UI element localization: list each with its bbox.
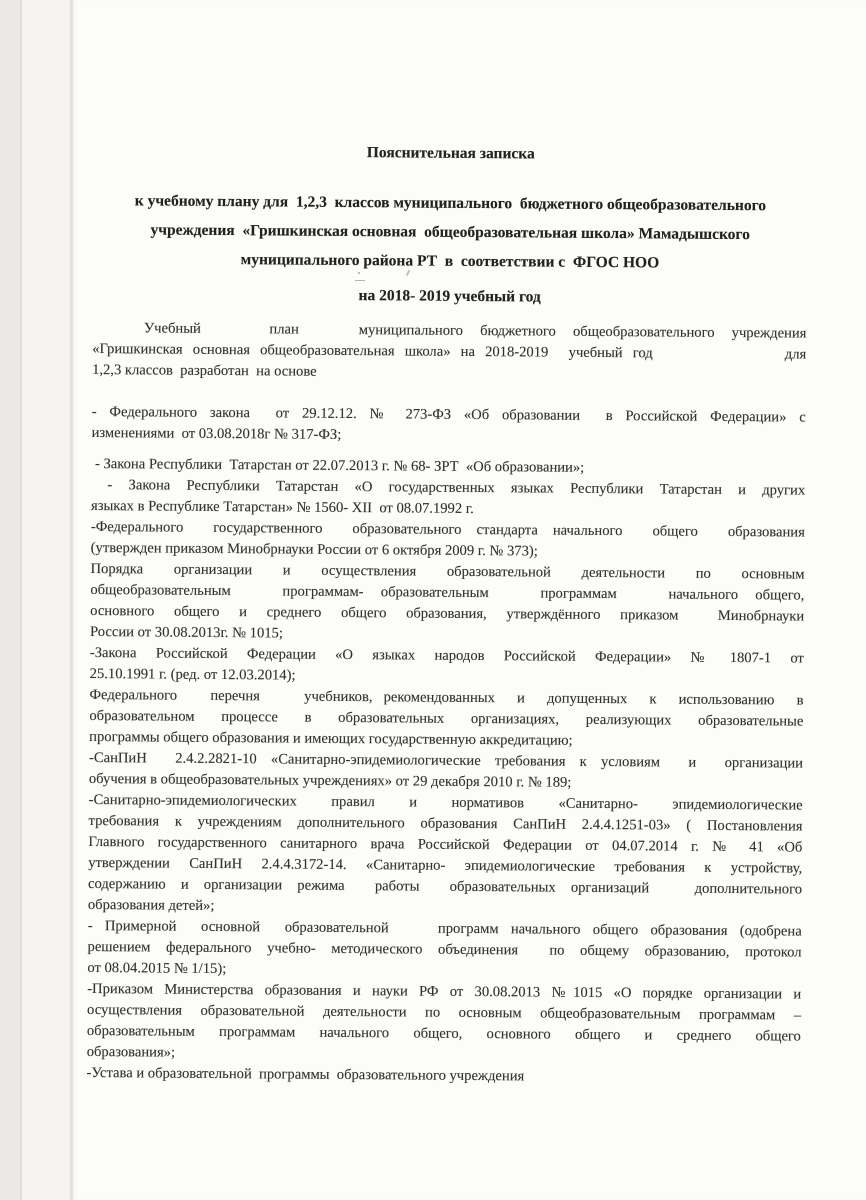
text-line: (утвержден приказом Минобрнауки России от 6 октября 2009 г. № 373); [90, 539, 538, 560]
page-title: Пояснительная записка [366, 144, 535, 163]
text-line: требования к учреждениям дополнительного образования СанПиН 2.4.4.1251-03» ( Постановления [88, 812, 803, 835]
year-line: на 2018- 2019 учебный год [358, 287, 541, 306]
text-line: -Приказом Министерства образования и науки РФ от 30.08.2013 №1015 «О порядке организации и [87, 980, 802, 1003]
text-line: России от 30.08.2013г. № 1015; [89, 623, 283, 642]
paragraph [87, 979, 802, 1069]
paragraph [89, 748, 803, 796]
subtitle-line: муниципального района РТ в соответствии с ФГОС НОО [240, 251, 660, 272]
text-line: от 08.04.2015 № 1/15); [87, 959, 227, 978]
text-line: -Санитарно-эпидемиологических правил и нормативов «Санитарно- эпидемиологические [88, 791, 803, 814]
text-line: Учебный план муниципального бюджетного общеобразовательного учреждения [92, 319, 807, 342]
text-line: Главного государственного санитарного врача Российской Федерации от 04.07.2014 г. № 41 «Об [88, 833, 803, 856]
text-line: образования»; [86, 1043, 176, 1061]
subtitle-line: учреждения «Гришкинская основная общеобразовательная школа» Мамадышского [150, 221, 750, 244]
text-line: решением федерального учебно- методического объединения по общему образованию, протокол [87, 938, 802, 961]
text-line: 1,2,3 классов разработан на основе [92, 361, 317, 380]
text-line: изменениями от 03.08.2018г № 317-ФЗ; [91, 424, 342, 443]
text-line: образовательным программам начального общего, основного общего и среднего общего [86, 1022, 801, 1045]
document-page [73, 0, 866, 1200]
text-line: языках в Республике Татарстан» № 1560- XII от 08.07.1992 г. [90, 497, 474, 517]
paragraph [90, 643, 804, 691]
text-line: - Федерального закона от 29.12.12. № 273-ФЗ «Об образовании в Российской Федерации» с [91, 403, 806, 426]
text-line: образовательном процессе в образовательных организациях, реализующих образовательные [89, 707, 804, 730]
paragraph [89, 685, 803, 754]
text-line: образования детей»; [87, 896, 215, 914]
text-line: - Закона Республики Татарстан от 22.07.2013 г. № 68- ЗРТ «Об образовании»; [91, 455, 585, 476]
text-line: утверждении СанПиН 2.4.4.3172-14. «Санитарно- эпидемиологические требования к устройству, [88, 854, 803, 877]
text-line: -Закона Российской Федерации «О языках народов Российской Федерации» № 1807-1 от [89, 644, 804, 667]
text-line: основного общего и среднего общего образования, утверждённого приказом Минобрнауки [90, 602, 805, 625]
scan-edge-strip-inner [22, 0, 70, 1200]
paragraph [91, 517, 805, 565]
subtitle-line: к учебному плану для 1,2,3 классов муниципального бюджетного общеобразовательного [134, 192, 767, 215]
paragraph [90, 559, 805, 649]
text-line: -Устава и образовательной программы образовательного учреждения [86, 1064, 525, 1085]
text-line: содержанию и организации режима работы образовательных организаций дополнительного [87, 875, 803, 898]
text-line: общеобразовательным программам- образовательным программам начального общего, [90, 581, 805, 604]
document-subtitle [93, 186, 808, 279]
text-line: обучения в общеобразовательных учреждениях» от 29 декабря 2010 г. № 189; [88, 770, 572, 791]
text-line: - Примерной основной образовательной программ начального общего образования (одобрена [87, 917, 802, 940]
paragraph [92, 402, 806, 450]
pencil-mark [405, 270, 411, 277]
pencil-mark [355, 276, 365, 281]
paragraph [91, 475, 805, 523]
text-line: программы общего образования и имеющих государственную аккредитацию; [89, 728, 573, 749]
document-body [86, 318, 806, 1090]
document-content [86, 0, 808, 1090]
text-line: -Федерального государственного образовательного стандарта начального общего образования [90, 518, 805, 541]
text-line: 25.10.1991 г. (ред. от 12.03.2014); [89, 665, 296, 684]
text-line: осуществления образовательной деятельности по основным общеобразовательным программам – [87, 1001, 802, 1024]
text-line: - Закона Республики Татарстан «О государственных языках Республики Татарстан и других [91, 476, 806, 499]
text-line: Федерального перечня учебников, рекомендованных и допущенных к использованию в [89, 686, 804, 709]
scan-edge-strip [0, 0, 20, 1200]
paragraph [87, 916, 801, 985]
text-line: Порядка организации и осуществления образовательной деятельности по основным [90, 560, 805, 583]
paragraph [86, 1063, 800, 1090]
text-line: -СанПиН 2.4.2.2821-10 «Санитарно-эпидемиологические требования к условиям и организации [88, 749, 804, 772]
paragraph [92, 318, 806, 387]
text-line: «Гришкинская основная общеобразовательная школа» на 2018-2019 учебный год для [92, 340, 807, 363]
paragraph [88, 790, 803, 922]
